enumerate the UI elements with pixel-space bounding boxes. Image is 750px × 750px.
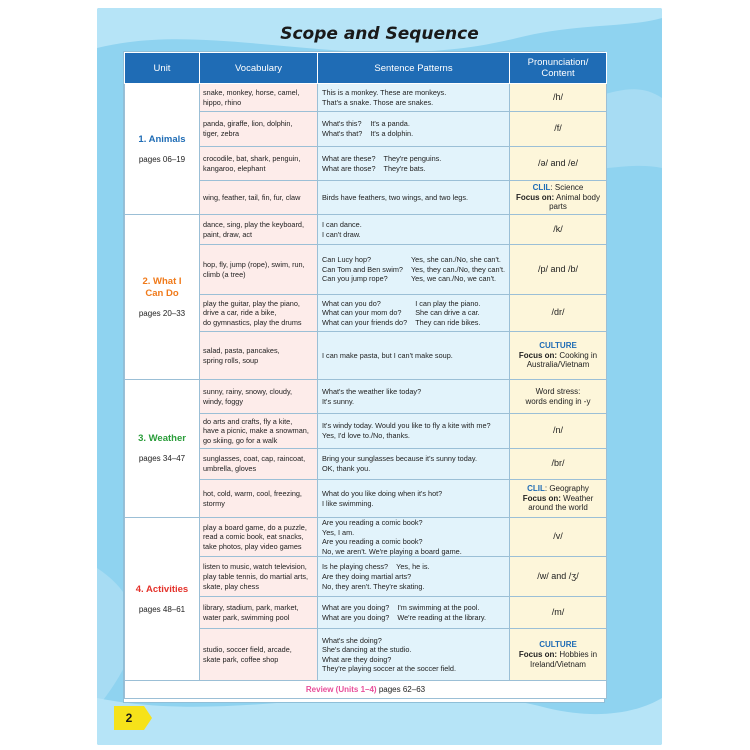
vocabulary-cell: library, stadium, park, market, water park, swimming pool [200, 597, 318, 629]
unit-pages: pages 48–61 [138, 604, 186, 614]
table-body [125, 84, 607, 681]
sentence-answer: They're penguins. [383, 153, 442, 163]
vocabulary-cell: snake, monkey, horse, camel, hippo, rhino [200, 84, 318, 112]
sentence-answer: I'm swimming at the pool. [397, 603, 480, 613]
page-title: Scope and Sequence [280, 24, 479, 44]
phonics-sound: /k/ [553, 223, 563, 234]
page-number: 2 [125, 711, 133, 725]
unit-pages: pages 06–19 [138, 154, 186, 164]
table-row [125, 518, 607, 557]
sentence-question: What are those? [322, 163, 376, 173]
sentence-question: Can you jump rope? [322, 274, 388, 284]
unit-title: 2. What I Can Do [142, 275, 182, 299]
pronunciation-cell [510, 84, 607, 112]
vocabulary-cell: do arts and crafts, fly a kite, have a picnic, make a snowman, go skiing, go for a walk [200, 414, 318, 449]
sentence-question: What can your mom do? [322, 308, 402, 318]
page-number-badge [114, 706, 154, 730]
sentence-question: What are these? [322, 153, 376, 163]
sentence-answer: I can play the piano. [415, 298, 481, 308]
sentence-pattern-cell [318, 295, 510, 332]
pronunciation-cell [510, 518, 607, 557]
sentence-pattern-cell: I can make pasta, but I can't make soup. [318, 332, 510, 380]
review-label: Review (Units 1–4) [305, 685, 377, 695]
phonics-sound: /p/ and /b/ [537, 263, 579, 274]
pronunciation-cell: Word stress: words ending in -y [510, 380, 607, 414]
unit-cell [125, 518, 200, 681]
phonics-sound: /ə/ and /e/ [537, 157, 579, 168]
pronunciation-cell [510, 449, 607, 480]
phonics-sound: /m/ [551, 607, 565, 618]
table-row [125, 84, 607, 112]
sentence-question: Is he playing chess? [322, 562, 389, 572]
content-category: CULTURE [539, 640, 577, 650]
vocabulary-cell: crocodile, bat, shark, penguin, kangaroo, elephant [200, 147, 318, 181]
sentence-answer: It's a dolphin. [370, 129, 414, 138]
pronunciation-cell: CULTURE Focus on: Cooking in Australia/Vietnam [510, 332, 607, 380]
sentence-answer: Yes, we can./No, we can't. [410, 274, 497, 284]
pronunciation-cell [510, 557, 607, 597]
pronunciation-cell [510, 245, 607, 295]
unit-pages: pages 34–47 [138, 454, 186, 464]
sentence-pattern-cell [318, 112, 510, 147]
pronunciation-cell [510, 147, 607, 181]
focus-label: Focus on: [515, 192, 555, 202]
pronunciation-cell [510, 295, 607, 332]
sentence-pattern-cell [318, 147, 510, 181]
pronunciation-cell [510, 597, 607, 629]
vocabulary-cell: hot, cold, warm, cool, freezing, stormy [200, 480, 318, 518]
sentence-answer: It's a panda. [370, 119, 410, 129]
sentence-pattern-cell: It's windy today. Would you like to fly a kite with me? Yes, I'd love to./No, thanks. [318, 414, 510, 449]
sentence-pattern-cell: This is a monkey. These are monkeys. That's a snake. Those are snakes. [318, 84, 510, 112]
pronunciation-cell: CLIL: Geography Focus on: Weather around the world [510, 480, 607, 518]
unit-title: 4. Activities [135, 583, 189, 595]
pronunciation-cell [510, 215, 607, 245]
review-cell [125, 681, 607, 699]
sentence-question: Can Lucy hop? [322, 255, 372, 265]
review-pages: pages 62–63 [378, 685, 426, 695]
phonics-sound: /h/ [552, 91, 563, 102]
sentence-pattern-cell [318, 245, 510, 295]
vocabulary-cell: play a board game, do a puzzle, read a comic book, eat snacks, take photos, play video games [200, 518, 318, 557]
scope-sequence-table [124, 52, 607, 699]
phonics-sound: /f/ [554, 123, 562, 134]
focus-label: Focus on: [518, 350, 558, 360]
sentence-pattern-cell [318, 557, 510, 597]
vocabulary-cell: listen to music, watch television, play table tennis, do martial arts, skate, play chess [200, 557, 318, 597]
sentence-pattern-cell: Are you reading a comic book? Yes, I am. Are you reading a comic book? No, we aren't. We're playing a board game. [318, 518, 510, 557]
phonics-sound: /v/ [553, 531, 563, 542]
content-category: CLIL [527, 484, 545, 494]
content-category: CULTURE [539, 341, 577, 351]
content-category: CLIL [532, 183, 551, 193]
sentence-answer: Yes, he is. [396, 562, 430, 572]
table-row [125, 215, 607, 245]
sentence-pattern-cell: Birds have feathers, two wings, and two legs. [318, 181, 510, 215]
header-unit: Unit [125, 53, 200, 84]
sentence-question: No, they aren't. They're skating. [322, 581, 425, 591]
unit-pages: pages 20–33 [138, 308, 186, 318]
header-sentence-patterns: Sentence Patterns [318, 53, 510, 84]
sentence-question: What are you doing? [322, 603, 390, 613]
sentence-pattern-cell: What's the weather like today? It's sunny. [318, 380, 510, 414]
pronunciation-cell [510, 112, 607, 147]
vocabulary-cell: dance, sing, play the keyboard, paint, draw, act [200, 215, 318, 245]
vocabulary-cell: wing, feather, tail, fin, fur, claw [200, 181, 318, 215]
sentence-answer: Yes, she can./No, she can't. [410, 255, 501, 265]
vocabulary-cell: salad, pasta, pancakes, spring rolls, soup [200, 332, 318, 380]
sentence-question: What can your friends do? [322, 317, 408, 327]
focus-label: Focus on: [522, 493, 561, 503]
sentence-question: What's that? [322, 129, 363, 138]
table-row [125, 380, 607, 414]
sentence-answer: Yes, they can./No, they can't. [410, 264, 505, 274]
vocabulary-cell: sunglasses, coat, cap, raincoat, umbrella, gloves [200, 449, 318, 480]
vocabulary-cell: play the guitar, play the piano, drive a car, ride a bike, do gymnastics, play the drums [200, 295, 318, 332]
unit-cell [125, 380, 200, 518]
sentence-question: What can you do? [322, 298, 381, 308]
phonics-sound: /dr/ [551, 307, 565, 318]
vocabulary-cell: studio, soccer field, arcade, skate park, coffee shop [200, 629, 318, 681]
vocabulary-cell: sunny, rainy, snowy, cloudy, windy, foggy [200, 380, 318, 414]
unit-title: 3. Weather [138, 433, 186, 445]
scope-sequence-table-container [123, 51, 605, 703]
vocabulary-cell: panda, giraffe, lion, dolphin, tiger, zebra [200, 112, 318, 147]
phonics-sound: /br/ [551, 458, 565, 469]
unit-cell [125, 84, 200, 215]
pronunciation-cell: CLIL: Science Focus on: Animal body parts [510, 181, 607, 215]
sentence-answer: They're bats. [383, 163, 426, 173]
focus-label: Focus on: [518, 650, 558, 660]
sentence-answer: She can drive a car. [415, 308, 480, 318]
phonics-sound: /n/ [552, 425, 563, 436]
sentence-question: Are they doing martial arts? [322, 572, 412, 582]
pronunciation-cell: CULTURE Focus on: Hobbies in Ireland/Vietnam [510, 629, 607, 681]
sentence-question: What's this? [322, 119, 362, 129]
table-header-row [125, 53, 607, 84]
sentence-question: Can Tom and Ben swim? [322, 264, 403, 274]
sentence-pattern-cell: What do you like doing when it's hot? I like swimming. [318, 480, 510, 518]
sentence-pattern-cell: Bring your sunglasses because it's sunny today. OK, thank you. [318, 449, 510, 480]
sentence-pattern-cell [318, 597, 510, 629]
review-row [125, 681, 607, 699]
sentence-answer: We're reading at the library. [397, 612, 487, 622]
sentence-answer: They can ride bikes. [415, 317, 481, 327]
sentence-pattern-cell: I can dance. I can't draw. [318, 215, 510, 245]
sentence-question: What are you doing? [322, 612, 390, 622]
unit-title: 1. Animals [138, 133, 186, 145]
sentence-pattern-cell: What's she doing? She's dancing at the studio. What are they doing? They're playing soccer at the soccer field. [318, 629, 510, 681]
header-pronunciation: Pronunciation/ Content [510, 53, 607, 84]
vocabulary-cell: hop, fly, jump (rope), swim, run, climb (a tree) [200, 245, 318, 295]
pronunciation-cell [510, 414, 607, 449]
unit-cell [125, 215, 200, 380]
header-vocabulary: Vocabulary [200, 53, 318, 84]
phonics-sound: /w/ and /ʒ/ [537, 571, 579, 582]
